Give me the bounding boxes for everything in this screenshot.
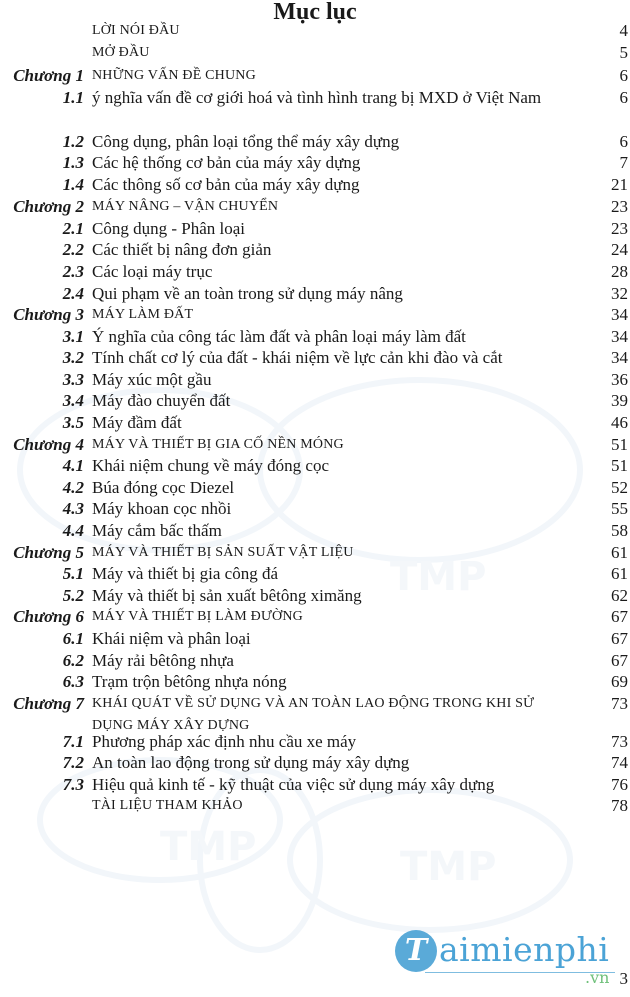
svg-text:TMP: TMP: [390, 554, 487, 600]
svg-text:TMP: TMP: [160, 824, 257, 870]
page-number: 3: [619, 969, 628, 988]
toc-entry[interactable]: [0, 261, 630, 283]
toc-entry-title: Máy và thiết bị gia công đá: [92, 564, 279, 583]
toc-entry-label: 6.2: [62, 651, 84, 670]
toc-entry-title: MÁY LÀM ĐẤT: [92, 307, 194, 322]
toc-entry-title: MỞ ĐẦU: [92, 45, 150, 60]
toc-entry-page: 55: [611, 499, 628, 518]
toc-entry-label: 2.4: [62, 284, 84, 303]
toc-entry-page: 74: [611, 753, 628, 772]
toc-entry[interactable]: [0, 87, 630, 109]
toc-entry[interactable]: [0, 434, 630, 456]
toc-entry[interactable]: [0, 455, 630, 477]
toc-entry-title: Công dụng - Phân loại: [92, 219, 245, 238]
toc-entry-title: MÁY NÂNG – VẬN CHUYỂN: [92, 199, 279, 214]
toc-entry[interactable]: [0, 218, 630, 240]
toc-entry-title: Các thiết bị nâng đơn giản: [92, 240, 272, 259]
toc-entry-title: Máy đào chuyển đất: [92, 391, 231, 410]
toc-entry-label: Chương 3: [13, 305, 84, 324]
toc-entry[interactable]: [0, 304, 630, 326]
toc-entry-title: TÀI LIỆU THAM KHẢO: [92, 798, 243, 813]
toc-entry-label: 1.4: [62, 175, 84, 194]
toc-entry-title: Ý nghĩa của công tác làm đất và phân loại máy làm đất: [92, 327, 466, 346]
toc-entry-title: Máy khoan cọc nhồi: [92, 499, 232, 518]
toc-entry-title: Các thông số cơ bản của máy xây dựng: [92, 175, 360, 194]
toc-entry[interactable]: [0, 477, 630, 499]
toc-entry-label: 5.2: [62, 586, 84, 605]
toc-entry[interactable]: [0, 693, 630, 733]
toc-entry-title: Tính chất cơ lý của đất - khái niệm về lực cản khi đào và cắt: [92, 348, 503, 367]
toc-entry-label: 4.3: [62, 499, 84, 518]
toc-entry-page: 51: [611, 456, 628, 475]
toc-entry-label: 4.4: [62, 521, 84, 540]
toc-entry-title: Khái niệm và phân loại: [92, 629, 251, 648]
toc-entry-title: Máy xúc một gầu: [92, 370, 212, 389]
toc-entry-title: Qui phạm về an toàn trong sử dụng máy nâng: [92, 284, 403, 303]
toc-entry[interactable]: [0, 520, 630, 542]
logo-suffix: .vn: [585, 968, 610, 987]
toc-entry[interactable]: [0, 239, 630, 261]
toc-entry-page: 39: [611, 391, 628, 410]
toc-entry-label: 7.1: [62, 732, 84, 751]
toc-entry-title: Các hệ thống cơ bản của máy xây dựng: [92, 153, 361, 172]
toc-entry-page: 21: [611, 175, 628, 194]
toc-entry-page: 61: [611, 543, 628, 562]
toc-entry[interactable]: [0, 283, 630, 305]
toc-entry-label: 2.1: [62, 219, 84, 238]
toc-entry-label: Chương 6: [13, 607, 84, 626]
toc-entry[interactable]: [0, 563, 630, 585]
toc-entry-page: 7: [619, 153, 628, 172]
toc-entry-label: 2.2: [62, 240, 84, 259]
toc-entry-title: An toàn lao động trong sử dụng máy xây dựng: [92, 753, 410, 772]
toc-entry[interactable]: [0, 498, 630, 520]
toc-entry-title: LỜI NÓI ĐẦU: [92, 23, 180, 38]
toc-entry[interactable]: [0, 347, 630, 369]
toc-entry[interactable]: [0, 196, 630, 218]
toc-entry-page: 6: [619, 66, 628, 85]
taimienphi-logo: [395, 928, 625, 987]
toc-entry-page: 46: [611, 413, 628, 432]
toc-entry-page: 78: [611, 796, 628, 815]
toc-entry-title: ý nghĩa vấn đề cơ giới hoá và tình hình trang bị MXD ở Việt Nam: [92, 88, 542, 107]
toc-entry-page: 58: [611, 521, 628, 540]
toc-entry-title: Búa đóng cọc Diezel: [92, 478, 235, 497]
toc-entry-label: 3.4: [62, 391, 84, 410]
toc-entry-title: MÁY VÀ THIẾT BỊ GIA CỐ NỀN MÓNG: [92, 437, 344, 452]
toc-entry-title: NHỮNG VẤN ĐỀ CHUNG: [92, 68, 256, 83]
toc-entry-label: 1.1: [62, 88, 84, 107]
toc-entry-label: 3.5: [62, 413, 84, 432]
toc-entry[interactable]: [0, 795, 630, 817]
toc-entry-page: 4: [619, 21, 628, 40]
toc-entry-page: 73: [611, 732, 628, 751]
toc-entry-label: 1.2: [62, 132, 84, 151]
toc-entry[interactable]: [0, 671, 630, 693]
toc-entry-page: 34: [611, 327, 628, 346]
toc-entry-label: Chương 4: [13, 435, 84, 454]
toc-entry-label: 5.1: [62, 564, 84, 583]
toc-entry-label: 6.3: [62, 672, 84, 691]
toc-entry-label: 7.2: [62, 753, 84, 772]
toc-entry-title: Máy cắm bấc thấm: [92, 521, 222, 540]
toc-entry[interactable]: [0, 650, 630, 672]
toc-entry-page: 62: [611, 586, 628, 605]
toc-entry-label: Chương 7: [13, 694, 84, 713]
svg-text:TMP: TMP: [400, 844, 497, 890]
toc-entry-page: 69: [611, 672, 628, 691]
toc-entry-label: Chương 2: [13, 197, 84, 216]
toc-entry-title: MÁY VÀ THIẾT BỊ LÀM ĐƯỜNG: [92, 609, 303, 624]
toc-entry-page: 67: [611, 607, 628, 626]
toc-entry-label: 2.3: [62, 262, 84, 281]
toc-entry-page: 73: [611, 694, 628, 713]
toc-entry-label: 1.3: [62, 153, 84, 172]
toc-entry-label: Chương 5: [13, 543, 84, 562]
toc-entry[interactable]: [0, 542, 630, 564]
toc-entry[interactable]: [0, 42, 630, 64]
toc-entry[interactable]: [0, 326, 630, 348]
toc-entry-page: 52: [611, 478, 628, 497]
toc-entry-page: 28: [611, 262, 628, 281]
toc-entry-label: 3.3: [62, 370, 84, 389]
toc-entry-page: 67: [611, 651, 628, 670]
toc-entry-title: Khái niệm chung về máy đóng cọc: [92, 456, 329, 475]
toc-entry-label: 7.3: [62, 775, 84, 794]
logo-text: aimienphi: [439, 930, 610, 969]
toc-entry-label: 4.2: [62, 478, 84, 497]
toc-entry-page: 6: [619, 88, 628, 107]
toc-entry-title: Các loại máy trục: [92, 262, 213, 281]
toc-entry-page: 34: [611, 348, 628, 367]
toc-entry[interactable]: [0, 369, 630, 391]
page-title: Mục lục: [273, 0, 357, 25]
toc-entry-page: 23: [611, 219, 628, 238]
toc-entry-title: Máy rải bêtông nhựa: [92, 651, 234, 670]
toc-entry-page: 36: [611, 370, 628, 389]
toc-entry-title: MÁY VÀ THIẾT BỊ SẢN SUẤT VẬT LIỆU: [92, 545, 354, 560]
toc-entry-page: 6: [619, 132, 628, 151]
toc-entry-title: Hiệu quả kinh tế - kỹ thuật của việc sử dụng máy xây dựng: [92, 775, 495, 794]
toc-entry-page: 67: [611, 629, 628, 648]
toc-entry-page: 24: [611, 240, 628, 259]
toc-entry[interactable]: [0, 65, 630, 87]
toc-entry-page: 32: [611, 284, 628, 303]
toc-entry-title: Máy và thiết bị sản xuất bêtông ximăng: [92, 586, 362, 605]
toc-entry-title: Trạm trộn bêtông nhựa nóng: [92, 672, 287, 691]
toc-entry[interactable]: [0, 152, 630, 174]
toc-entry-title: Công dụng, phân loại tổng thể máy xây dựng: [92, 132, 400, 151]
toc-entry[interactable]: [0, 774, 630, 796]
toc-entry[interactable]: [0, 752, 630, 774]
toc-entry-page: 5: [619, 43, 628, 62]
toc-entry[interactable]: [0, 731, 630, 753]
toc-entry-page: 23: [611, 197, 628, 216]
toc-entry[interactable]: [0, 606, 630, 628]
toc-entry-title: Máy đầm đất: [92, 413, 182, 432]
toc-entry-label: 4.1: [62, 456, 84, 475]
toc-entry[interactable]: [0, 585, 630, 607]
toc-entry[interactable]: [0, 412, 630, 434]
toc-entry-label: 6.1: [62, 629, 84, 648]
toc-entry[interactable]: [0, 628, 630, 650]
toc-entry[interactable]: [0, 174, 630, 196]
toc-entry-label: 3.2: [62, 348, 84, 367]
logo-t-icon: T: [395, 930, 437, 972]
toc-entry[interactable]: [0, 131, 630, 153]
toc-entry-page: 34: [611, 305, 628, 324]
toc-entry[interactable]: [0, 20, 630, 42]
toc-entry-page: 76: [611, 775, 628, 794]
toc-entry-title: KHÁI QUÁT VỀ SỬ DỤNG VÀ AN TOÀN LAO ĐỘNG TRONG KHI SỬ DỤNG MÁY XÂY DỰNG: [92, 696, 535, 733]
toc-entry[interactable]: [0, 390, 630, 412]
toc-entry-label: 3.1: [62, 327, 84, 346]
toc-entry-title: Phương pháp xác định nhu cầu xe máy: [92, 732, 357, 751]
toc-entry-page: 51: [611, 435, 628, 454]
toc-entry-label: Chương 1: [13, 66, 84, 85]
toc-entry-page: 61: [611, 564, 628, 583]
